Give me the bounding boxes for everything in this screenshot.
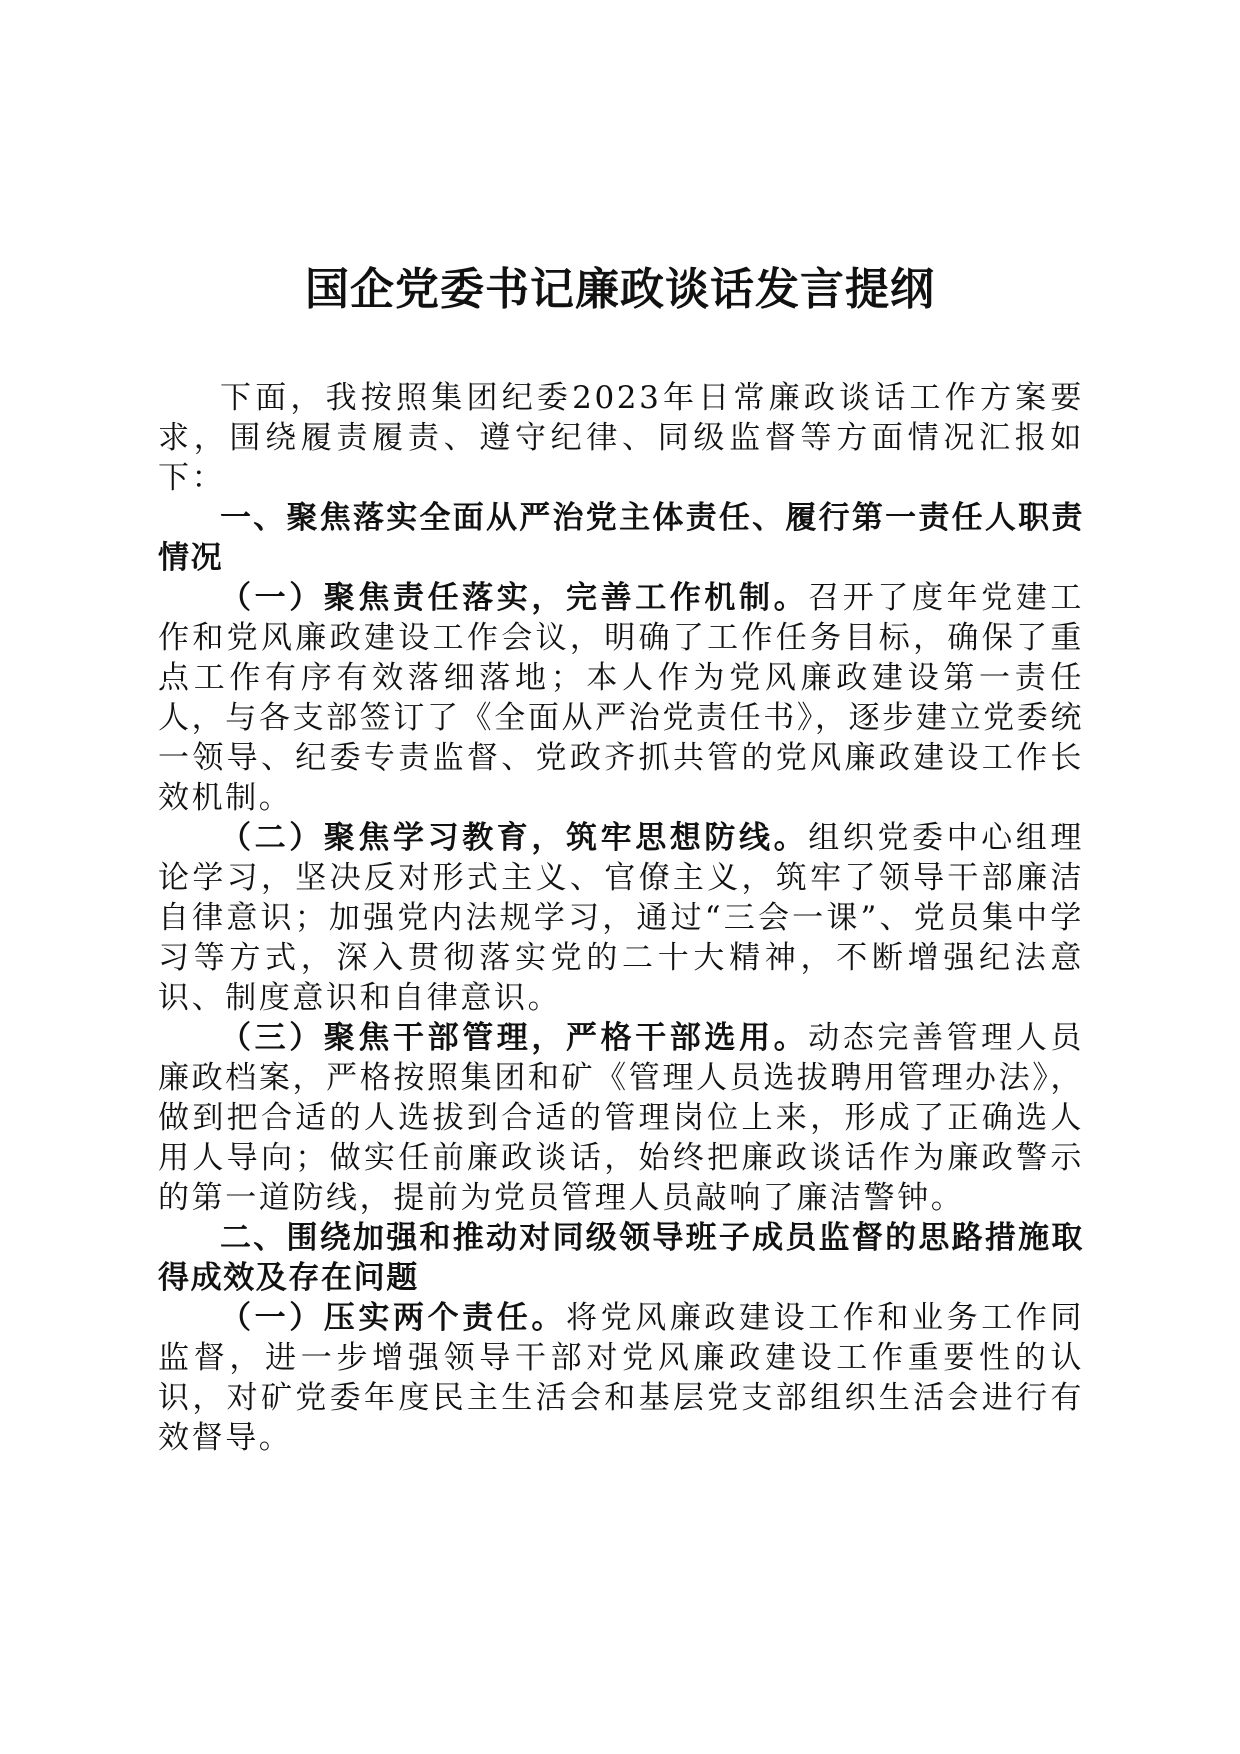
section-1-item-2	[158, 818, 1084, 1018]
section-2-item-1-subheading: （一）压实两个责任。	[220, 1300, 566, 1336]
intro-paragraph: 下面，我按照集团纪委2023年日常廉政谈话工作方案要求，围绕履责履责、遵守纪律、同级监督等方面情况汇报如下：	[158, 380, 1084, 496]
section-1-item-2-subheading: （二）聚焦学习教育，筑牢思想防线。	[220, 820, 809, 856]
section-1-item-1-text: 召开了度年党建工作和党风廉政建设工作会议，明确了工作任务目标，确保了重点工作有序有效落细落地；本人作为党风廉政建设第一责任人，与各支部签订了《全面从严治党责任书》，逐步建立党委统一领导、纪委专责监督、党政齐抓共管的党风廉政建设工作长效机制。	[158, 580, 1084, 816]
section-2-item-1-text: 将党风廉政建设工作和业务工作同监督，进一步增强领导干部对党风廉政建设工作重要性的认识，对矿党委年度民主生活会和基层党支部组织生活会进行有效督导。	[158, 1300, 1084, 1456]
document-title: 国企党委书记廉政谈话发言提纲	[305, 264, 935, 315]
section-1-item-3-text: 动态完善管理人员廉政档案，严格按照集团和矿《管理人员选拔聘用管理办法》，做到把合适的人选拔到合适的管理岗位上来，形成了正确选人用人导向；做实任前廉政谈话，始终把廉政谈话作为廉政警示的第一道防线，提前为党员管理人员敲响了廉洁警钟。	[158, 1020, 1084, 1216]
section-1-item-3	[158, 1018, 1084, 1218]
section-2-item-1	[158, 1298, 1084, 1458]
section-1-item-1-subheading: （一）聚焦责任落实，完善工作机制。	[220, 580, 809, 616]
section-1-item-2-text: 组织党委中心组理论学习，坚决反对形式主义、官僚主义，筑牢了领导干部廉洁自律意识；加强党内法规学习，通过“三会一课”、党员集中学习等方式，深入贯彻落实党的二十大精神，不断增强纪法意识、制度意识和自律意识。	[158, 820, 1084, 1016]
section-1-item-3-subheading: （三）聚焦干部管理，严格干部选用。	[220, 1020, 809, 1056]
section-1-item-1	[158, 578, 1084, 818]
document-body	[158, 378, 1084, 1458]
section-2-heading: 二、围绕加强和推动对同级领导班子成员监督的思路措施取得成效及存在问题	[158, 1220, 1084, 1296]
section-1-heading: 一、聚焦落实全面从严治党主体责任、履行第一责任人职责情况	[158, 500, 1084, 576]
